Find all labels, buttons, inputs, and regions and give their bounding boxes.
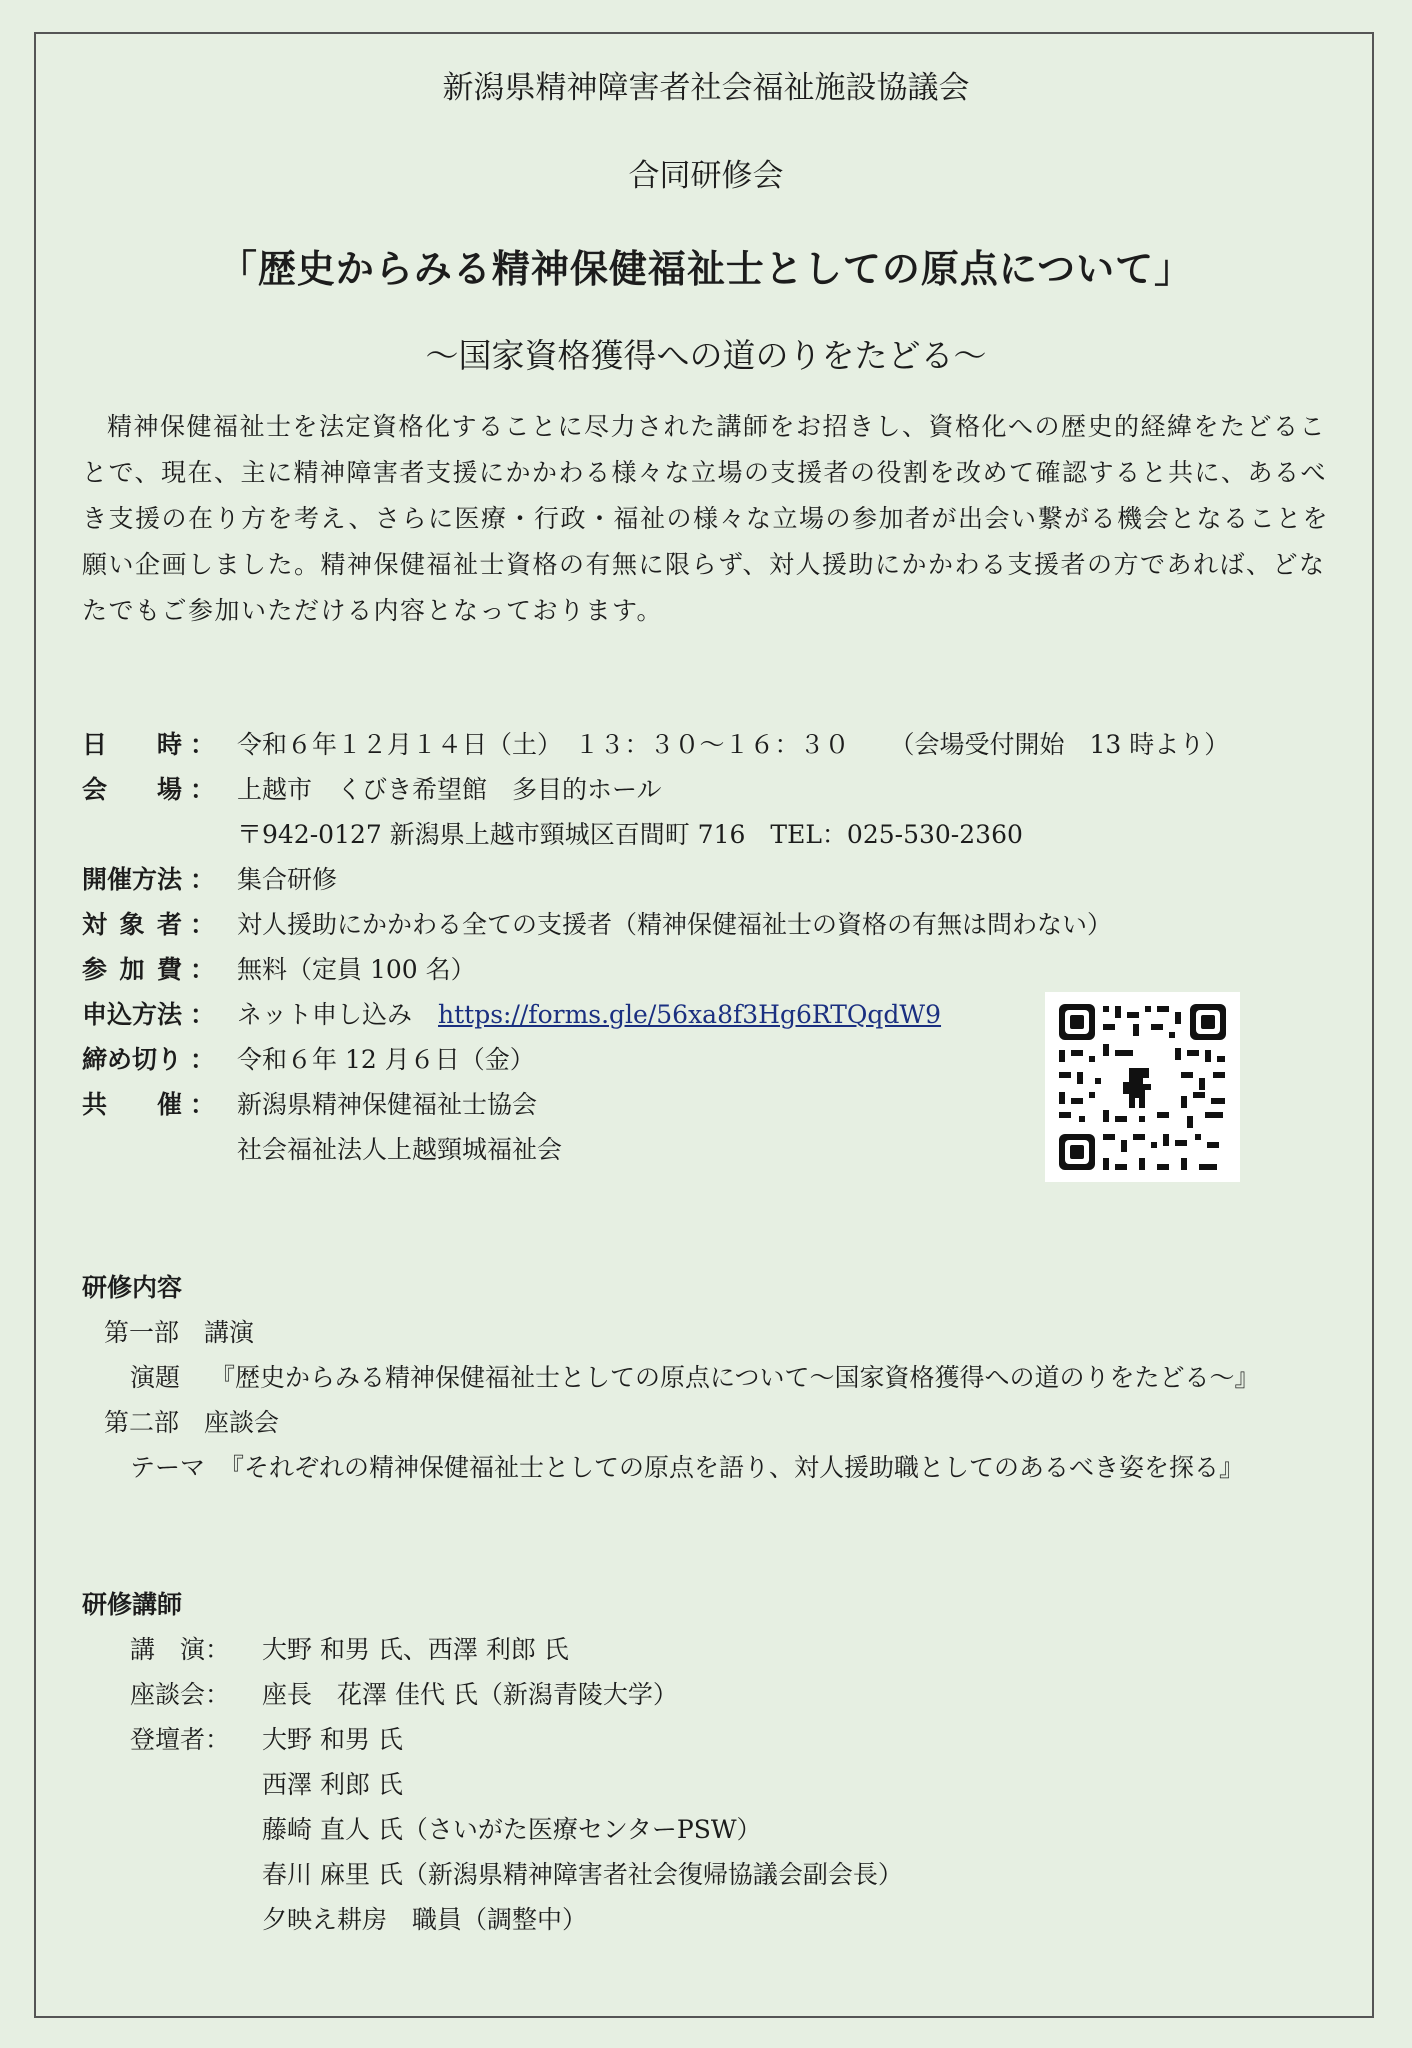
content-heading: 研修内容 bbox=[82, 1273, 183, 1302]
intro-paragraph bbox=[82, 404, 1332, 634]
datetime-note: （会場受付開始 13 時より） bbox=[889, 730, 1230, 759]
part2-theme-label: テーマ bbox=[130, 1453, 206, 1482]
qr-code-icon bbox=[1045, 992, 1240, 1182]
intro-text: 精神保健福祉士を法定資格化することに尽力された講師をお招きし、資格化への歴史的経緯をたどることで、現在、主に精神障害者支援にかかわる様々な立場の支援者の役割を改めて確認すると共に、あるべき支援の在り方を考え、さらに医療・行政・福祉の様々な立場の参加者が出会い繋がる機会となることを願い企画しました。精神保健福祉士資格の有無に限らず、対人援助にかかわる支援者の方であれば、どなたでもご参加いただける内容となっております。 bbox=[82, 412, 1330, 625]
event-type: 合同研修会 bbox=[628, 158, 784, 194]
part2-theme: 『それぞれの精神保健福祉士としての原点を語り、対人援助職としてのあるべき姿を探る』 bbox=[219, 1453, 1245, 1482]
lecture-value: 大野 和男 氏、西澤 利郎 氏 bbox=[262, 1635, 569, 1664]
datetime-label: 日 時 bbox=[82, 730, 182, 759]
part1-heading: 第一部 講演 bbox=[104, 1318, 255, 1347]
part1-topic: 『歴史からみる精神保健福祉士としての原点について〜国家資格獲得への道のりをたどる〜』 bbox=[210, 1363, 1260, 1392]
part2-heading: 第二部 座談会 bbox=[104, 1408, 280, 1437]
deadline-value: 令和６年 12 月６日（金） bbox=[237, 1045, 535, 1074]
deadline-label: 締め切り bbox=[82, 1045, 183, 1074]
roundtable-label: 座談会： bbox=[130, 1680, 231, 1709]
apply-value: ネット申し込み bbox=[237, 1000, 413, 1029]
venue-address: 〒942-0127 新潟県上越市頸城区百間町 716 TEL：025-530-2360 bbox=[237, 820, 1023, 849]
part1-topic-label: 演題 bbox=[130, 1363, 181, 1392]
venue-value: 上越市 くびき希望館 多目的ホール bbox=[237, 775, 662, 804]
method-label: 開催方法 bbox=[82, 865, 183, 894]
panelist-3: 藤崎 直人 氏（さいがた医療センターPSW） bbox=[262, 1815, 762, 1844]
part2-theme-row bbox=[130, 1448, 1244, 1484]
lecturers-heading: 研修講師 bbox=[82, 1590, 183, 1619]
cohost-label: 共 催 bbox=[82, 1090, 182, 1119]
qr-code[interactable] bbox=[1045, 992, 1240, 1182]
method-value: 集合研修 bbox=[237, 865, 338, 894]
panel-label: 登壇者： bbox=[130, 1725, 231, 1754]
cohost-1: 新潟県精神保健福祉士協会 bbox=[237, 1090, 538, 1119]
target-label: 対 象 者 bbox=[82, 910, 182, 939]
datetime-value: 令和６年１２月１４日（土） １３：３０〜１６：３０ bbox=[237, 730, 850, 759]
fee-label: 参 加 費 bbox=[82, 955, 182, 984]
roundtable-value: 座長 花澤 佳代 氏（新潟青陵大学） bbox=[262, 1680, 678, 1709]
panelist-1: 大野 和男 氏 bbox=[262, 1725, 403, 1754]
event-title: 「歴史からみる精神保健福祉士としての原点について」 bbox=[218, 246, 1194, 291]
apply-label: 申込方法 bbox=[82, 1000, 183, 1029]
panelist-2: 西澤 利郎 氏 bbox=[262, 1770, 403, 1799]
target-value: 対人援助にかかわる全ての支援者（精神保健福祉士の資格の有無は問わない） bbox=[237, 910, 1113, 939]
venue-label: 会 場 bbox=[82, 775, 182, 804]
event-subtitle: 〜国家資格獲得への道のりをたどる〜 bbox=[425, 336, 987, 375]
lecture-label: 講 演： bbox=[130, 1635, 231, 1664]
fee-value: 無料（定員 100 名） bbox=[237, 955, 476, 984]
application-form-link[interactable]: https://forms.gle/56xa8f3Hg6RTQqdW9 bbox=[438, 1000, 942, 1029]
panelist-5: 夕映え耕房 職員（調整中） bbox=[262, 1905, 588, 1934]
part1-topic-row bbox=[130, 1358, 1260, 1394]
panelist-4: 春川 麻里 氏（新潟県精神障害者社会復帰協議会副会長） bbox=[262, 1860, 903, 1889]
cohost-2: 社会福祉法人上越頸城福祉会 bbox=[237, 1135, 563, 1164]
organization-name: 新潟県精神障害者社会福祉施設協議会 bbox=[442, 70, 970, 106]
